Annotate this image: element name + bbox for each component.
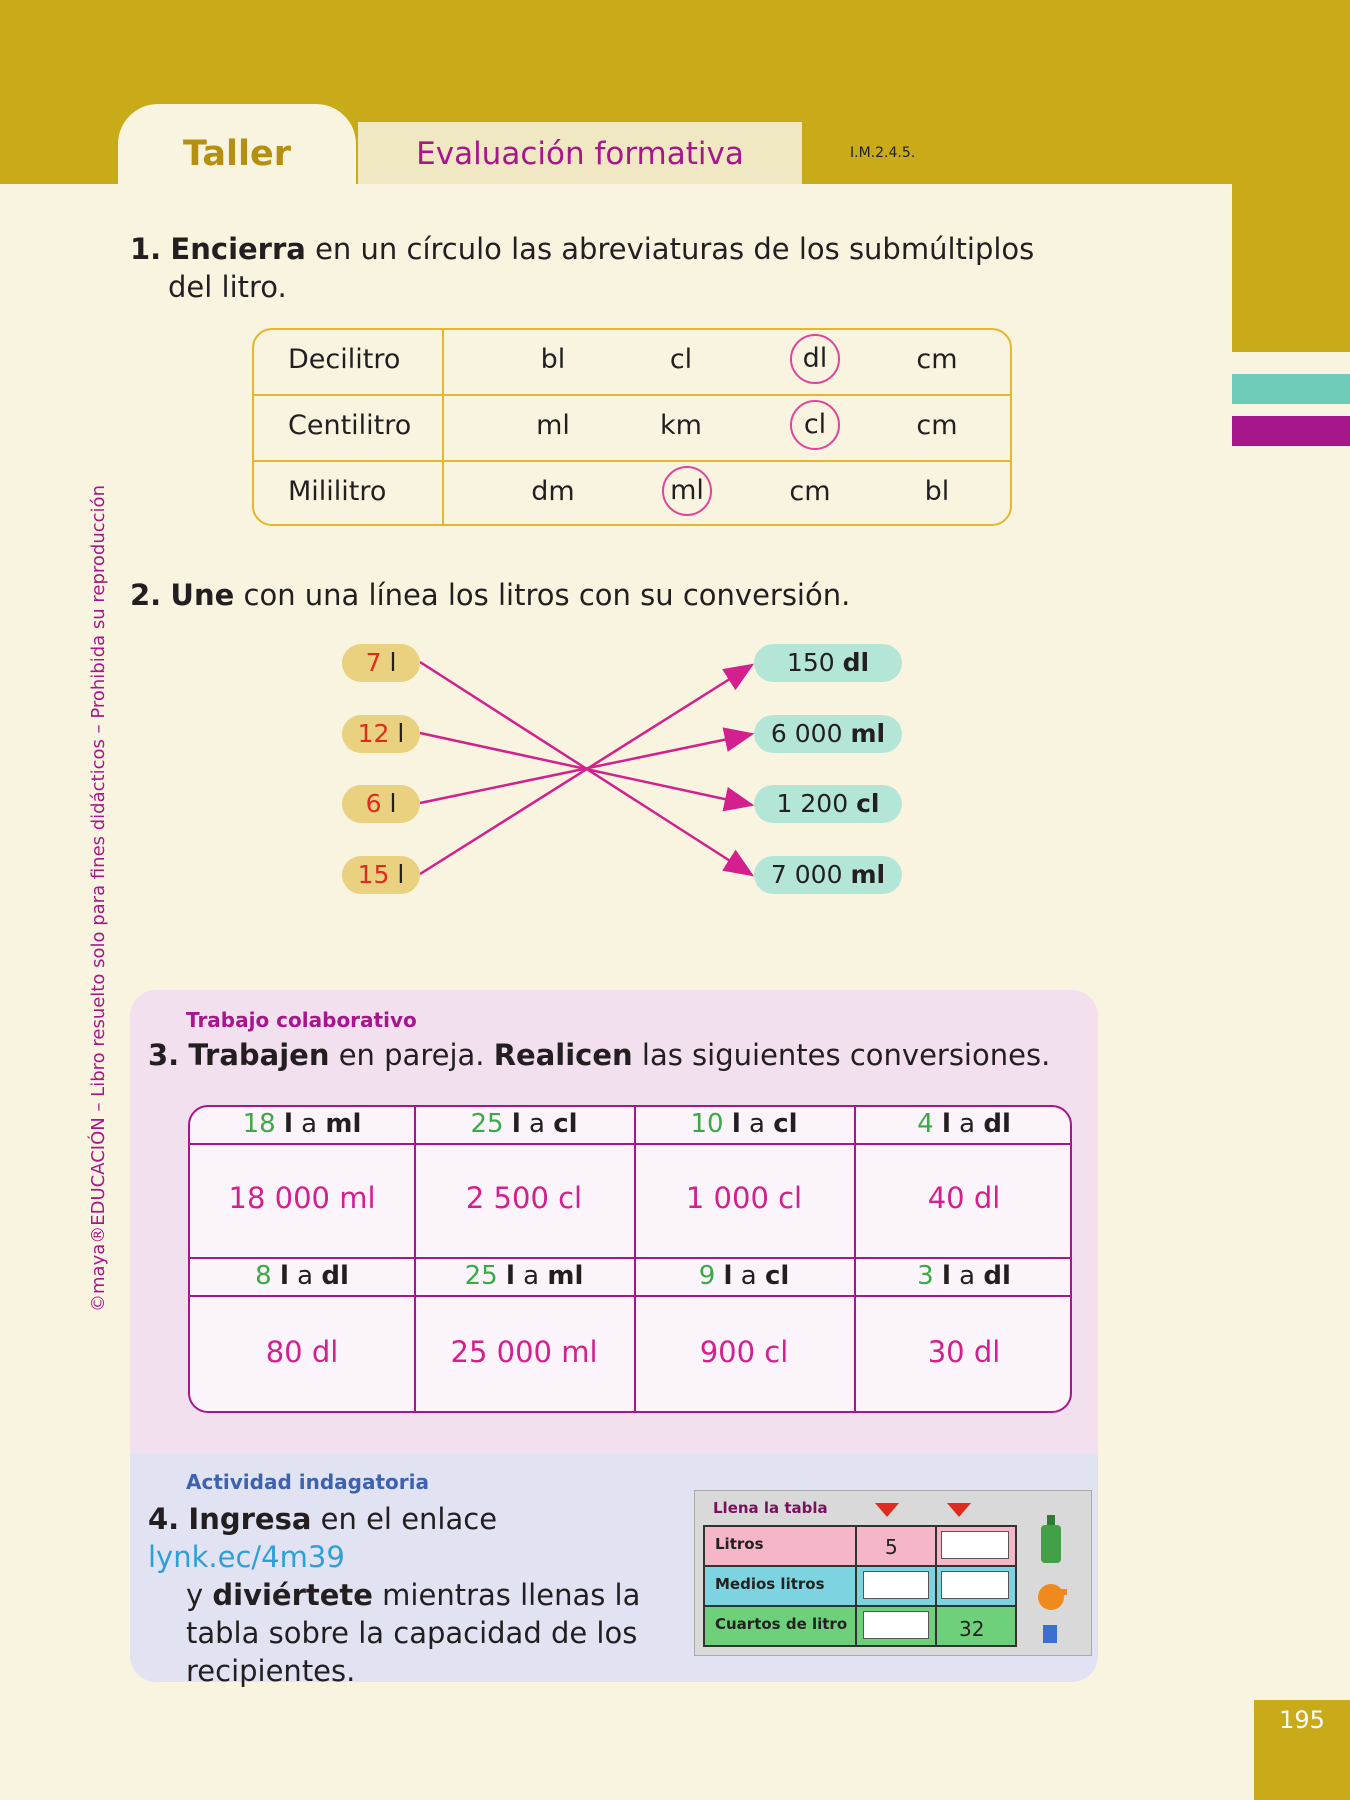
conversion-pill[interactable] <box>754 715 902 753</box>
conversion-pill[interactable] <box>754 785 902 823</box>
abbreviation-option-circled[interactable]: dl <box>790 334 840 384</box>
conversion-pill[interactable] <box>754 856 902 894</box>
widget-input-box[interactable] <box>863 1571 929 1599</box>
table-divider <box>190 1143 1070 1145</box>
conversion-table <box>188 1105 1072 1413</box>
abbreviation-option[interactable]: cl <box>669 344 693 375</box>
liters-unit: l <box>389 719 405 748</box>
conversion-prompt: 9 l a cl <box>698 1261 790 1291</box>
table-divider <box>190 1257 1070 1259</box>
abbreviation-option[interactable]: km <box>660 410 702 441</box>
q4-verb1: Ingresa <box>188 1502 312 1536</box>
table-divider <box>190 1295 1070 1297</box>
conversion-answer[interactable]: 18 000 ml <box>228 1181 376 1215</box>
q2-text: con una línea los litros con su conversión. <box>234 578 851 612</box>
abbreviation-option[interactable]: dm <box>531 476 575 507</box>
side-credit: ©maya®EDUCACIÓN – Libro resuelto solo para fines didácticos – Prohibida su reproducción <box>88 485 109 1312</box>
liters-unit: l <box>381 648 397 677</box>
conversion-value: 6 000 <box>770 719 851 748</box>
conversion-answer[interactable]: 2 500 cl <box>465 1181 583 1215</box>
widget-value-cuartos: 32 <box>959 1617 985 1641</box>
abbreviation-option[interactable]: bl <box>540 344 566 375</box>
widget-input-box[interactable] <box>863 1611 929 1639</box>
widget-row-label: Cuartos de litro <box>715 1615 848 1633</box>
unit-label: Decilitro <box>288 344 401 375</box>
tab-taller-label: Taller <box>183 134 291 174</box>
conversion-answer[interactable]: 80 dl <box>265 1335 339 1369</box>
conversion-value: 7 000 <box>770 860 851 889</box>
abbreviation-option[interactable]: ml <box>536 410 570 441</box>
abbreviation-option[interactable]: bl <box>924 476 950 507</box>
q2-verb: Une <box>170 578 235 612</box>
widget-row-label: Litros <box>715 1535 764 1553</box>
q4-statement <box>148 1500 676 1690</box>
q1-number: 1. <box>130 232 162 266</box>
q1-text2: del litro. <box>168 270 287 304</box>
conversion-prompt: 25 l a cl <box>470 1109 578 1139</box>
conversion-prompt: 10 l a cl <box>690 1109 798 1139</box>
q1-text: en un círculo las abreviaturas de los submúltiplos <box>305 232 1035 266</box>
abbreviation-option[interactable]: cm <box>789 476 831 507</box>
q4-line2a: y <box>186 1578 213 1612</box>
liters-value: 6 <box>365 789 382 818</box>
conversion-unit: ml <box>850 860 886 889</box>
liters-value: 15 <box>357 860 390 889</box>
conversion-pill[interactable] <box>754 644 902 682</box>
liters-value: 7 <box>365 648 382 677</box>
q3-statement <box>148 1036 1088 1074</box>
widget-table <box>703 1525 1017 1647</box>
conversion-prompt: 4 l a dl <box>917 1109 1011 1139</box>
conversion-value: 150 <box>786 648 843 677</box>
q3-number: 3. <box>148 1038 180 1072</box>
inquiry-tag: Actividad indagatoria <box>186 1470 429 1494</box>
conversion-prompt: 3 l a dl <box>917 1261 1011 1291</box>
liters-value: 12 <box>357 719 390 748</box>
conversion-answer[interactable]: 900 cl <box>699 1335 789 1369</box>
widget-value-litros: 5 <box>885 1535 898 1559</box>
q3-text2: las siguientes conversiones. <box>632 1038 1051 1072</box>
conversion-answer[interactable]: 1 000 cl <box>685 1181 803 1215</box>
collaborative-tag: Trabajo colaborativo <box>186 1008 417 1032</box>
conversion-prompt: 8 l a dl <box>255 1261 349 1291</box>
q4-line3: tabla sobre la capacidad de los <box>186 1616 638 1650</box>
q2-number: 2. <box>130 578 162 612</box>
indicator-code: I.M.2.4.5. <box>850 145 916 161</box>
conversion-prompt: 25 l a ml <box>464 1261 584 1291</box>
conversion-unit: ml <box>850 719 886 748</box>
conversion-answer[interactable]: 40 dl <box>927 1181 1001 1215</box>
arrow-down-icon <box>875 1501 995 1521</box>
unit-label: Mililitro <box>288 476 387 507</box>
abbreviation-option[interactable]: cm <box>916 410 958 441</box>
widget-input-box[interactable] <box>941 1531 1009 1559</box>
page-number: 195 <box>1279 1706 1325 1734</box>
liters-unit: l <box>381 789 397 818</box>
q4-line2b: mientras llenas la <box>372 1578 641 1612</box>
conversion-answer[interactable]: 25 000 ml <box>450 1335 598 1369</box>
abbreviation-option-circled[interactable]: cl <box>790 400 840 450</box>
q4-verb2: diviértete <box>212 1578 373 1612</box>
q4-text1: en el enlace <box>311 1502 498 1536</box>
conversion-value: 1 200 <box>776 789 857 818</box>
conversion-unit: cl <box>856 789 880 818</box>
q3-verb2: Realicen <box>493 1038 633 1072</box>
liters-pill[interactable] <box>342 856 420 894</box>
liters-pill[interactable] <box>342 715 420 753</box>
q4-number: 4. <box>148 1502 180 1536</box>
liters-unit: l <box>389 860 405 889</box>
q1-verb: Encierra <box>170 232 306 266</box>
liters-pill[interactable] <box>342 644 420 682</box>
liters-pill[interactable] <box>342 785 420 823</box>
unit-label: Centilitro <box>288 410 412 441</box>
widget-title: Llena la tabla <box>713 1499 828 1517</box>
q3-verb1: Trabajen <box>188 1038 330 1072</box>
tab-evaluacion-label: Evaluación formativa <box>416 136 744 172</box>
q4-line4: recipientes. <box>186 1654 356 1688</box>
abbreviation-option-circled[interactable]: ml <box>662 466 712 516</box>
conversion-answer[interactable]: 30 dl <box>927 1335 1001 1369</box>
q4-link[interactable]: lynk.ec/4m39 <box>148 1540 345 1574</box>
q3-text1: en pareja. <box>329 1038 494 1072</box>
conversion-prompt: 18 l a ml <box>242 1109 362 1139</box>
abbreviation-option[interactable]: cm <box>916 344 958 375</box>
widget-row-label: Medios litros <box>715 1575 825 1593</box>
widget-input-box[interactable] <box>941 1571 1009 1599</box>
conversion-unit: dl <box>842 648 870 677</box>
containers-icon <box>1029 1513 1073 1647</box>
fill-table-widget <box>694 1490 1092 1656</box>
widget-divider <box>935 1525 937 1647</box>
